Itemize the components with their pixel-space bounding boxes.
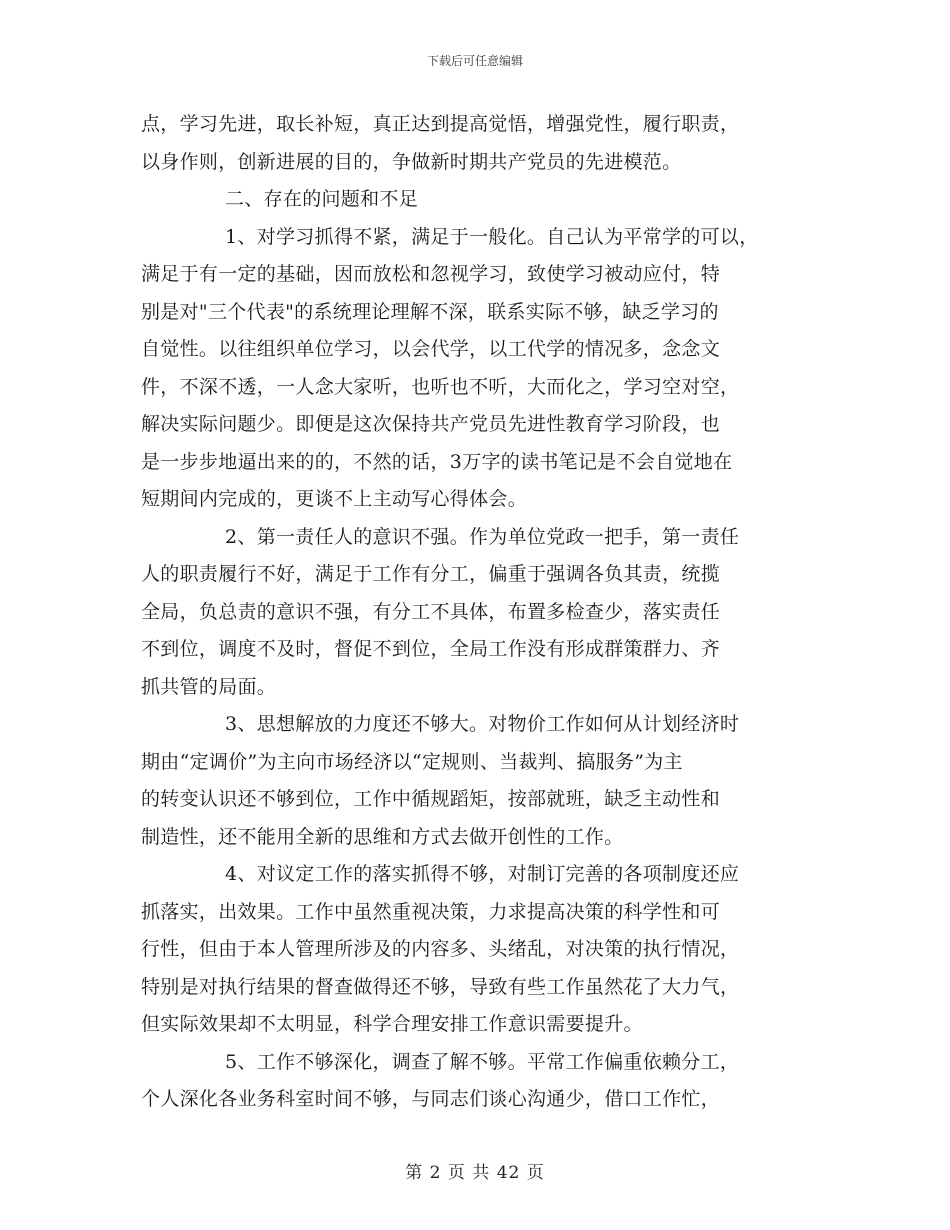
text-line: 特别是对执行结果的督查做得还不够，导致有些工作虽然花了大力气，: [141, 975, 740, 998]
text-line: 2、第一责任人的意识不强。作为单位党政一把手，第一责任: [225, 525, 740, 548]
text-line: 抓落实，出效果。工作中虽然重视决策，力求提高决策的科学性和可: [141, 900, 721, 923]
text-line: 1、对学习抓得不紧，满足于一般化。自己认为平常学的可以，: [225, 225, 759, 248]
text-line: 个人深化各业务科室时间不够，与同志们谈心沟通少，借口工作忙，: [141, 1088, 721, 1110]
text-line: 人的职责履行不好，满足于工作有分工，偏重于强调各负其责，统揽: [141, 563, 721, 585]
text-line: 是一步步地逼出来的的，不然的话，3万字的读书笔记是不会自觉地在: [141, 450, 733, 473]
text-line: 但实际效果却不太明显，科学合理安排工作意识需要提升。: [141, 1013, 643, 1035]
page-footer: 第 2 页 共 42 页: [405, 1163, 545, 1183]
text-line: 的转变认识还不够到位，工作中循规蹈矩，按部就班，缺乏主动性和: [141, 788, 721, 810]
page-header: 下载后可任意编辑: [426, 54, 523, 68]
text-line: 自觉性。以往组织单位学习，以会代学，以工代学的情况多，念念文: [141, 338, 721, 360]
text-line: 短期间内完成的，更谈不上主动写心得体会。: [141, 488, 528, 510]
text-line: 抓共管的局面。: [141, 675, 277, 698]
text-line: 全局，负总责的意识不强，有分工不具体，布置多检查少，落实责任: [141, 600, 721, 623]
text-line: 以身作则，创新进展的目的，争做新时期共产党员的先进模范。: [141, 150, 682, 173]
text-line: 满足于有一定的基础，因而放松和忽视学习，致使学习被动应付，特: [141, 263, 721, 285]
text-line: 点，学习先进，取长补短，真正达到提高觉悟，增强党性，履行职责，: [141, 113, 740, 135]
text-line: 别是对"三个代表"的系统理论理解不深，联系实际不够，缺乏学习的: [141, 300, 719, 323]
text-line: 5、工作不够深化，调查了解不够。平常工作偏重依赖分工，: [225, 1050, 740, 1073]
text-line: 期由“定调价”为主向市场经济以“定规则、当裁判、搞服务”为主: [141, 750, 683, 773]
text-line: 3、思想解放的力度还不够大。对物价工作如何从计划经济时: [225, 713, 740, 735]
text-line: 解决实际问题少。即便是这次保持共产党员先进性教育学习阶段，也: [141, 413, 721, 435]
document-body: [141, 106, 813, 1119]
text-line: 4、对议定工作的落实抓得不够，对制订完善的各项制度还应: [225, 863, 740, 885]
text-line: 制造性，还不能用全新的思维和方式去做开创性的工作。: [141, 825, 624, 848]
text-line: 二、存在的问题和不足: [225, 188, 419, 210]
text-line: 行性，但由于本人管理所涉及的内容多、头绪乱，对决策的执行情况，: [141, 938, 740, 960]
text-line: 不到位，调度不及时，督促不到位，全局工作没有形成群策群力、齐: [141, 638, 721, 660]
text-line: 件，不深不透，一人念大家听，也听也不听，大而化之，学习空对空，: [141, 375, 740, 398]
